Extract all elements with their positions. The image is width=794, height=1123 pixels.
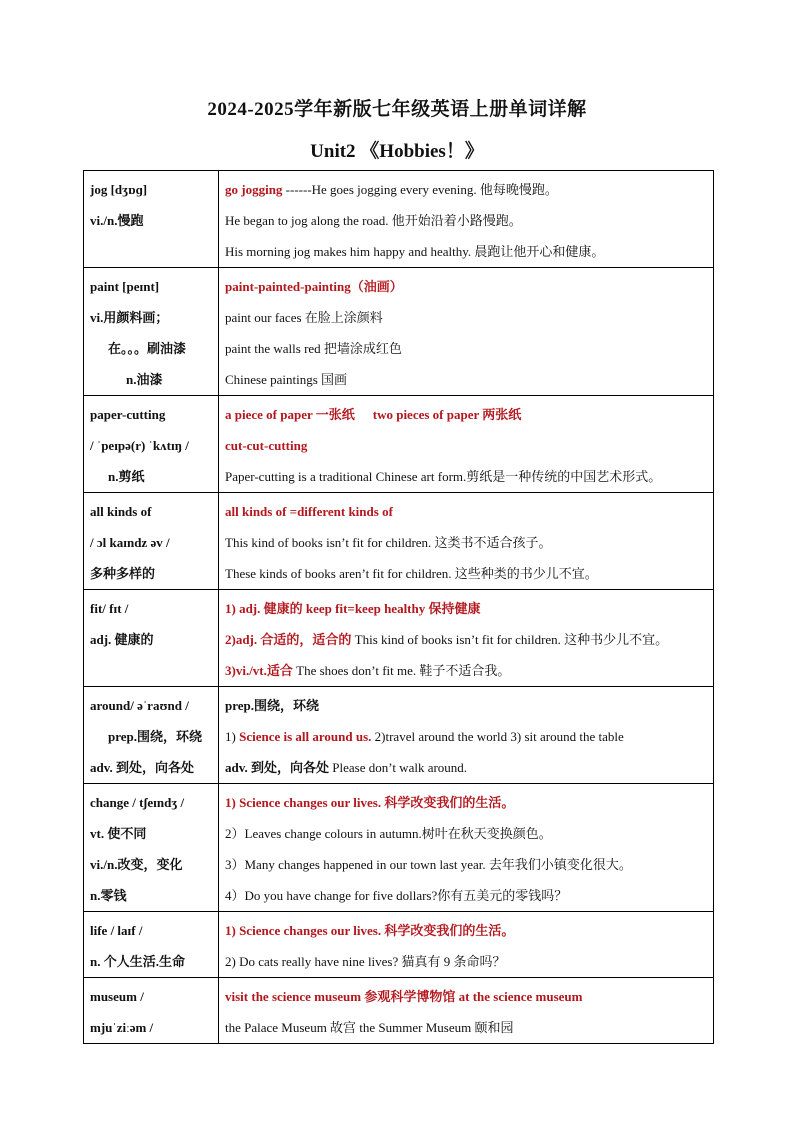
- table-row: [84, 268, 714, 396]
- detail-cell: [219, 493, 714, 590]
- detail-cell: [219, 784, 714, 912]
- example-line: 1) Science changes our lives. 科学改变我们的生活。: [225, 923, 515, 938]
- part-of-speech: n.零钱: [90, 888, 127, 903]
- word: life / laɪf /: [90, 923, 143, 938]
- word-cell: [84, 912, 219, 978]
- part-of-speech: vi./n.改变，变化: [90, 857, 183, 872]
- detail-cell: [219, 912, 714, 978]
- detail-cell: [219, 171, 714, 268]
- word: paint [peɪnt]: [90, 279, 160, 294]
- part-of-speech: 多种多样的: [90, 566, 156, 581]
- example-line: 1) Science is all around us. 2)travel around the world 3) sit around the table: [225, 729, 624, 744]
- example-line: cut-cut-cutting: [225, 438, 308, 453]
- part-of-speech: prep.围绕，环绕: [108, 729, 203, 744]
- part-of-speech: adj. 健康的: [90, 632, 154, 647]
- example-line: Paper-cutting is a traditional Chinese art form.剪纸是一种传统的中国艺术形式。: [225, 469, 662, 484]
- part-of-speech: 在。。。刷油漆: [108, 341, 187, 356]
- part-of-speech: vt. 使不同: [90, 826, 147, 841]
- part-of-speech: n.剪纸: [108, 469, 145, 484]
- example-line: 1) adj. 健康的 keep fit=keep healthy 保持健康: [225, 601, 481, 616]
- example-line: These kinds of books aren’t fit for children. 这些种类的书少儿不宜。: [225, 566, 598, 581]
- table-row: [84, 171, 714, 268]
- phonetic: mjuˈziːəm /: [90, 1020, 154, 1035]
- table-row: [84, 396, 714, 493]
- example-line: a piece of paper 一张纸 two pieces of paper 两张纸: [225, 407, 522, 422]
- word: change / tʃeɪndʒ /: [90, 795, 185, 810]
- example-line: 3）Many changes happened in our town last year. 去年我们小镇变化很大。: [225, 857, 632, 872]
- example-line: This kind of books isn’t fit for children. 这类书不适合孩子。: [225, 535, 552, 550]
- detail-cell: [219, 396, 714, 493]
- detail-cell: [219, 268, 714, 396]
- word-cell: [84, 268, 219, 396]
- part-of-speech: n. 个人生活.生命: [90, 954, 185, 969]
- word: all kinds of: [90, 504, 152, 519]
- example-line: paint our faces 在脸上涂颜料: [225, 310, 383, 325]
- word: museum /: [90, 989, 144, 1004]
- example-line: 2)adj. 合适的，适合的 This kind of books isn’t fit for children. 这种书少儿不宜。: [225, 632, 669, 647]
- example-line: 2) Do cats really have nine lives? 猫真有 9 条命吗？: [225, 954, 506, 969]
- example-line: 4）Do you have change for five dollars?你有五美元的零钱吗？: [225, 888, 568, 903]
- page-title: 2024-2025学年新版七年级英语上册单词详解: [207, 99, 587, 120]
- example-line: Chinese paintings 国画: [225, 372, 348, 387]
- example-line: His morning jog makes him happy and healthy. 晨跑让他开心和健康。: [225, 244, 605, 259]
- word-cell: [84, 396, 219, 493]
- part-of-speech: vi./n.慢跑: [90, 213, 144, 228]
- example-line: paint the walls red 把墙涂成红色: [225, 341, 402, 356]
- part-of-speech: n.油漆: [126, 372, 163, 387]
- vocab-table: [83, 170, 714, 1044]
- word: fit/ fɪt /: [90, 601, 129, 616]
- example-line: paint-painted-painting（油画）: [225, 279, 403, 294]
- word: around/ əˈraʊnd /: [90, 698, 189, 713]
- part-of-speech: adv. 到处，向各处: [90, 760, 195, 775]
- part-of-speech: vi.用颜料画；: [90, 310, 169, 325]
- word-cell: [84, 978, 219, 1044]
- unit-title: Unit2 《Hobbies！》: [310, 141, 484, 162]
- word-cell: [84, 171, 219, 268]
- word-cell: [84, 687, 219, 784]
- table-row: [84, 493, 714, 590]
- example-line: visit the science museum 参观科学博物馆 at the science museum: [225, 989, 583, 1004]
- table-row: [84, 912, 714, 978]
- word: paper-cutting: [90, 407, 166, 422]
- example-line: go jogging ------He goes jogging every evening. 他每晚慢跑。: [225, 182, 558, 197]
- phonetic: / ˈpeɪpə(r) ˈkʌtɪŋ /: [90, 438, 189, 453]
- word-cell: [84, 590, 219, 687]
- detail-cell: [219, 590, 714, 687]
- example-line: all kinds of =different kinds of: [225, 504, 393, 519]
- word-cell: [84, 784, 219, 912]
- table-row: [84, 590, 714, 687]
- table-row: [84, 784, 714, 912]
- detail-cell: [219, 978, 714, 1044]
- example-line: He began to jog along the road. 他开始沿着小路慢跑。: [225, 213, 522, 228]
- table-row: [84, 687, 714, 784]
- example-line: 2）Leaves change colours in autumn.树叶在秋天变换颜色。: [225, 826, 552, 841]
- phonetic: / ɔl kaɪndz əv /: [90, 535, 170, 550]
- detail-cell: [219, 687, 714, 784]
- example-line: the Palace Museum 故宫 the Summer Museum 颐和园: [225, 1020, 514, 1035]
- table-row: [84, 978, 714, 1044]
- example-line: 1) Science changes our lives. 科学改变我们的生活。: [225, 795, 515, 810]
- word-cell: [84, 493, 219, 590]
- word: jog [dʒɒɡ]: [90, 182, 148, 197]
- example-line: 3)vi./vt.适合 The shoes don’t fit me. 鞋子不适合我。: [225, 663, 511, 678]
- example-line: adv. 到处，向各处 Please don’t walk around.: [225, 760, 468, 775]
- example-line: prep.围绕，环绕: [225, 698, 320, 713]
